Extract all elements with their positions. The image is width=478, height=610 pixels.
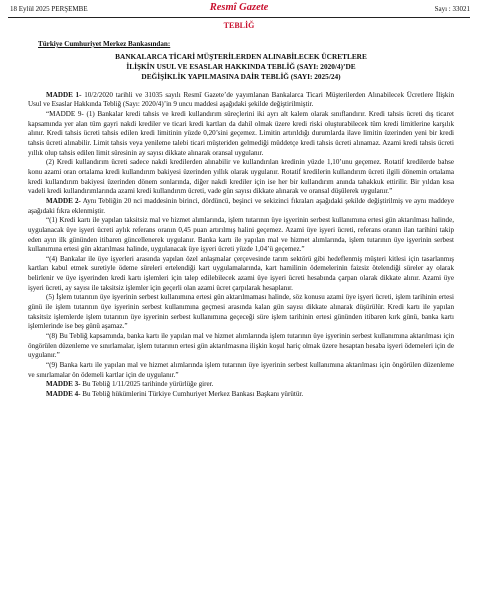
article-text: Bu Tebliğ hükümlerini Türkiye Cumhuriyet Merkez Bankası Başkanı yürütür. [80,390,304,398]
header-rule [8,17,470,18]
article-text: Bu Tebliğ 1/11/2025 tarihinde yürürlüğe girer. [80,380,214,389]
gazette-header [8,2,470,16]
document-title [28,52,454,82]
article-text: Aynı Tebliğin 20 nci maddesinin birinci, dördüncü, beşinci ve sekizinci fıkraları aşağıdaki şekilde değiştirilmiş ve aynı maddeye aşağıdaki fıkra eklenmiştir. [28,196,455,215]
paragraph-text: “(9) Banka kartı ile yapılan mal ve hizmet alımlarında işlem tutarının üye işyerinin serbest kullanımına aktarılması için öngörülen düzenleme ve sınırlamalar ön ödemeli kartlar için de uygulanır.” [28,361,454,379]
article-2 [28,197,454,216]
paragraph-text: (2) Kredi kullandırım ücreti sadece nakdi kredilerden alınabilir ve kullandırılan kredinin yüzde 1,10’unu geçemez. Rotatif kredilerde bahse konu azami oran ortalama kredi kullandırım bakiyesi üzerinden yıllık olarak uygulanır. Rotatif kredilerin kullandırım ücreti ilgili dönemin ortalama kredi kullandırım bakiyesi üzerinden dönem sonlarında, diğer nakdi krediler için ise her bir kullandırım anında tahakkuk ettirilir. Bir yıldan kısa vadeli kredi kullandırımlarında azami kredi kullandırım ücreti, vade gün sayısı dikkate alınarak ve oransal düşülerek uygulanır.” [28,158,454,196]
paragraph-article-20-9 [28,361,454,380]
paragraph-article-9-1 [28,110,454,158]
title-line: BANKALARCA TİCARİ MÜŞTERİLERDEN ALINABİLECEK ÜCRETLERE [115,51,367,61]
article-label: MADDE 2- [46,196,81,205]
paragraph-article-20-8 [28,332,454,361]
title-line: İLİŞKİN USUL VE ESASLAR HAKKINDA TEBLİĞ (SAYI: 2020/4)’DE [126,61,356,71]
newspaper-name: Resmî Gazete [209,2,269,13]
issue-number: Sayı : 33021 [434,5,470,13]
paragraph-article-20-5 [28,293,454,332]
issue-date: 18 Eylül 2025 PERŞEMBE [10,5,88,13]
article-label: MADDE 4- [46,390,81,398]
article-4 [28,390,454,400]
paragraph-article-20-1 [28,216,454,255]
paragraph-text: “(1) Kredi kartı ile yapılan taksitsiz mal ve hizmet alımlarında, işlem tutarının üye işyerinin serbest kullanımına ertesi gün aktarılması halinde, uygulanacak üye işyeri ücreti aylık referans oranın 0,45 puan artırılmış halini geçemez. Azami üye işyeri ücreti, referans oranın ilan tarihini takip eden ayın ilk gününden itibaren güncellenerek uygulanır. Banka kartı ile yapılan mal ve hizmet alımlarında, işlem tutarının üye işyerinin serbest kullanımına ertesi gün aktarılması halinde, uygulanacak üye işyeri ücreti yüzde 1,04’ü geçemez.” [28,216,454,254]
document-body [28,40,454,400]
article-text: 10/2/2020 tarihli ve 31035 sayılı Resmî Gazete’de yayımlanan Bankalarca Ticari Müşterilerden Alınabilecek Ücretlere İlişkin Usul ve Esaslar Hakkında Tebliğ (Sayı: 2020/4)’in 9 uncu maddesi aşağıdaki şekilde değiştirilmiştir. [28,90,454,109]
paragraph-text: (5) İşlem tutarının üye işyerinin serbest kullanımına ertesi gün aktarılmaması halinde, söz konusu azami üye işyeri ücreti, işlem tarihinin ertesi günü ile işlem tutarının üye işyerinin serbest kullanımına geçmesi arasında kalan gün sayısı dikkate alınarak düşürülür. Kredi kartı ile yapılan taksitsiz işlemlerde işlem tutarının üye işyerinin serbest kullanımına geçeceği süre işlem tarihinin ertesi gününden itibaren kırk günü, banka kartı işlemlerinde ise beş günü aşamaz.” [28,293,454,331]
article-label: MADDE 1- [46,90,82,99]
issuing-institution: Türkiye Cumhuriyet Merkez Bankasından: [38,40,171,48]
article-1 [28,91,454,110]
title-line: DEĞİŞİKLİK YAPILMASINA DAİR TEBLİĞ (SAYI: 2025/24) [141,71,341,81]
article-3 [28,380,454,390]
section-heading: TEBLİĞ [223,21,255,30]
article-label: MADDE 3- [46,380,81,389]
paragraph-article-20-4 [28,255,454,294]
paragraph-text: “MADDE 9- (1) Bankalar kredi tahsis ve kredi kullandırım süreçlerini iki ayrı alt kalem olarak sınıflandırır. Kredi tahsis ücreti dış ticaret kapsamında yer alan tüm gayri nakdi krediler ve ticari kredi kartları da dahil olmak üzere kredi riski oluşturabilecek tüm kredi limitlerine karşılık alınır. Kredi tahsis ücreti tahsis edilen kredi limitinin yüzde 0,20’sini geçemez. Limitin artırıldığı durumlarda ilave limitin üzerinden yeni bir kredi tahsis ücreti alınabilir. Limit tahsis veya yenileme talebi ticari müşteriden gelmediği müddetçe kredi tahsis ücreti alınamaz. Azami kredi tahsis ücreti yıllık olup tahsis edilen limit süresinin ay sayısı dikkate alınarak oransal uygulanır. [28,109,454,157]
paragraph-text: “(8) Bu Tebliğ kapsamında, banka kartı ile yapılan mal ve hizmet alımlarında işlem tutarının üye işyerinin serbest kullanımına aktarılması için öngörülen düzenleme ve sınırlamalar, işlem tutarının ertesi gün aktarılmasına ilişkin koşul hariç olmak üzere hesaptan hesaba işyeri ödemeleri için de uygulanır.” [28,332,454,360]
paragraph-text: “(4) Bankalar ile üye işyerleri arasında yapılan özel anlaşmalar çerçevesinde tarım sektörü gibi hedeflenmiş müşteri kitlesi için tasarlanmış kartları kabul etmek suretiyle ödeme süreleri ertelendiği kart uygulamalarında, kart hamilinin ödemelerinin faizsiz ötelendiği süreler ay olarak belirlenir ve üye işyerinden kredi kartı işlemleri için talep edilebilecek azami üye işyeri ücreti hesabında çarpan olarak dikkate alınır. Azami üye işyeri ücreti, ay sayısı ile taksitsiz işlemler için geçerli olan azami ücret çarpılarak hesaplanır. [28,254,454,292]
paragraph-article-9-2 [28,158,454,197]
